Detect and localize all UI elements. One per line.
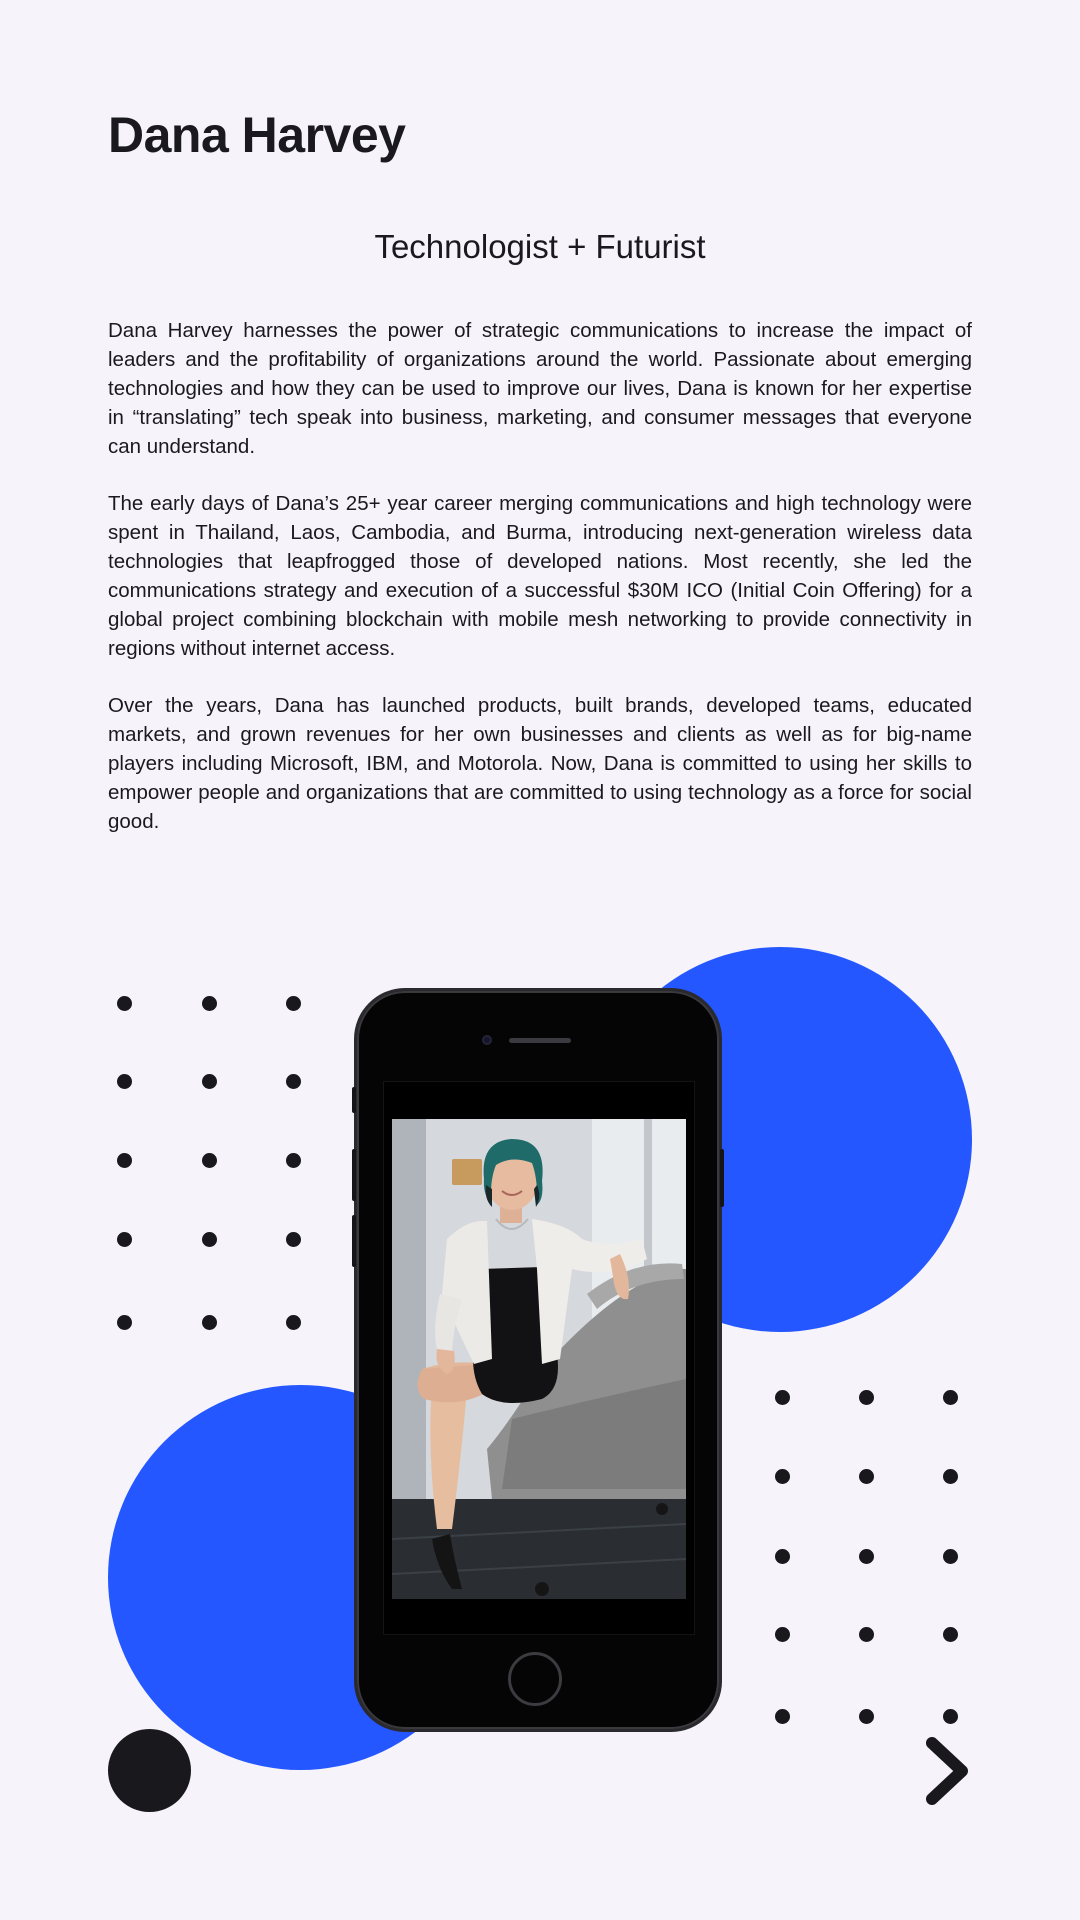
decorative-dot <box>943 1627 958 1642</box>
bio-paragraph: Dana Harvey harnesses the power of strategic communications to increase the impact of leaders and the profitability of organizations around the world. Passionate about emerging technologies and how they can be used to improve our lives, Dana is known for her expertise in “translating” tech speak into business, marketing, and consumer messages that everyone can understand. <box>108 319 972 458</box>
phone-side-button <box>352 1087 356 1113</box>
profile-photo <box>392 1119 686 1599</box>
decorative-dot <box>943 1549 958 1564</box>
portrait-illustration <box>392 1119 686 1599</box>
page-title: Dana Harvey <box>108 107 406 163</box>
decorative-dot <box>943 1469 958 1484</box>
decorative-dot <box>117 1153 132 1168</box>
phone-side-button <box>720 1149 724 1207</box>
decorative-dot <box>859 1549 874 1564</box>
decorative-dot <box>775 1627 790 1642</box>
decorative-dot <box>286 996 301 1011</box>
decorative-dot <box>775 1549 790 1564</box>
decorative-dot <box>286 1074 301 1089</box>
decorative-dot <box>943 1390 958 1405</box>
decorative-dot <box>202 1074 217 1089</box>
decorative-dot <box>859 1390 874 1405</box>
decorative-dot <box>117 1074 132 1089</box>
bio-section <box>108 316 972 864</box>
decorative-dot <box>775 1390 790 1405</box>
decorative-dot <box>202 996 217 1011</box>
phone-mockup <box>357 991 719 1729</box>
bio-paragraph: Over the years, Dana has launched products, built brands, developed teams, educated markets, and grown revenues for her own businesses and clients as well as for big-name players including Microsoft, IBM, and Motorola. Now, Dana is committed to using her skills to empower people and organizations that are committed to using technology as a force for social good. <box>108 694 972 833</box>
phone-home-button <box>508 1652 562 1706</box>
decorative-dot <box>775 1469 790 1484</box>
camera-icon <box>482 1035 492 1045</box>
decorative-dot <box>202 1232 217 1247</box>
phone-side-button <box>352 1149 356 1201</box>
decorative-dot <box>202 1315 217 1330</box>
decorative-dot <box>202 1153 217 1168</box>
decorative-dot <box>943 1709 958 1724</box>
page-subtitle: Technologist + Futurist <box>374 228 706 265</box>
decorative-dot <box>859 1627 874 1642</box>
decorative-dot <box>286 1153 301 1168</box>
decorative-dot <box>775 1709 790 1724</box>
phone-side-button <box>352 1215 356 1267</box>
chevron-right-icon[interactable] <box>920 1733 980 1809</box>
decorative-dot <box>117 1315 132 1330</box>
decorative-dot <box>286 1315 301 1330</box>
bio-paragraph: The early days of Dana’s 25+ year career merging communications and high technology were spent in Thailand, Laos, Cambodia, and Burma, introducing next-generation wireless data technologies that leapfrogged those of developed nations. Most recently, she led the communications strategy and execution of a successful $30M ICO (Initial Coin Offering) for a global project combining blockchain with mobile mesh networking to provide connectivity in regions without internet access. <box>108 492 972 660</box>
decorative-dot <box>286 1232 301 1247</box>
decorative-dot <box>117 1232 132 1247</box>
decorative-dot <box>117 996 132 1011</box>
decorative-dot <box>859 1469 874 1484</box>
phone-speaker <box>509 1038 571 1043</box>
decorative-dot <box>859 1709 874 1724</box>
previous-slide-button[interactable] <box>108 1729 191 1812</box>
